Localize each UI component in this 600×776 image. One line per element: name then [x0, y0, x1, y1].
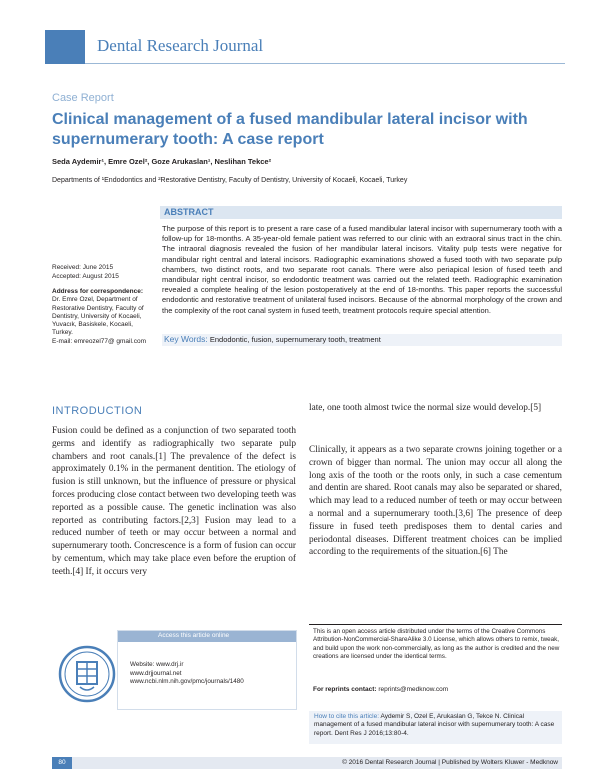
keywords-label: Key Words: [164, 334, 208, 344]
license-notice [309, 628, 562, 672]
access-link-drjjournal[interactable]: www.drjjournal.net [130, 669, 182, 677]
article-title: Clinical management of a fused mandibular lateral incisor with supernumerary tooth: A case report [52, 111, 528, 148]
license-text: This is an open access article distributed under the terms of the Creative Commons Attribution-NonCommercial-ShareAlike 3.0 License, which allows others to remix, tweak, and build upon the work non-commercially, as long as the author is credited and the new creations are licensed under the identical terms. [313, 628, 560, 660]
footer-copyright: © 2016 Dental Research Journal | Published by Wolters Kluwer - Medknow [342, 759, 558, 766]
author-list: Seda Aydemir¹, Emre Ozel², Goze Arukaslan¹, Neslihan Tekce² [52, 157, 272, 166]
citation-label: How to cite this article: [314, 713, 380, 720]
article-dates [52, 264, 119, 281]
affiliation: Departments of ¹Endodontics and ²Restorative Dentistry, Faculty of Dentistry, University of Kocaeli, Kocaeli, Turkey [52, 177, 408, 184]
page-number: 80 [52, 757, 72, 769]
introduction-right-continuation: late, one tooth almost twice the normal size would develop.[5] [309, 403, 542, 413]
header-rule [85, 63, 565, 64]
page-footer [52, 757, 562, 769]
reprints-email[interactable]: reprints@medknow.com [378, 686, 449, 693]
introduction-right-column: Clinically, it appears as a two separate crowns joining together or a crown of bigger than normal. The union may occur all along the long axis of the tooth or the roots only, in such a case cementum and dentin are shared. Root canals may also be separated or shared, which may lead to a reduced number of teeth or may occur between a normal and a supernumerary tooth.[3,6] The presence of deep fissure in fused teeth predisposes them to dental caries and periodontal diseases. Different treatment choices can be implied according to the requirements of the situation.[6] The [309, 445, 562, 558]
received-date: Received: June 2015 [52, 264, 114, 271]
citation-box [309, 711, 562, 744]
access-link-pmc[interactable]: www.ncbi.nlm.nih.gov/pmc/journals/1480 [130, 678, 244, 685]
abstract-heading: ABSTRACT [164, 207, 214, 217]
accepted-date: Accepted: August 2015 [52, 272, 119, 280]
access-website-link[interactable]: Website: www.drj.ir [130, 661, 184, 668]
introduction-heading: INTRODUCTION [52, 405, 143, 417]
introduction-left-column: Fusion could be defined as a conjunction of two separated tooth germs and identify as radiographically two separate pulp chambers and root canals.[1] The prevalence of the defect is approximately 0.1% in the permanent dentition. The etiology of fusion is still unknown, but the influence of pressure or physical forces producing close contact between two developing teeth was reported as a possible cause. The genetic inclination was also reported as contributing factors.[2,3] Fusion may lead to a reduced number of teeth or may occur between a normal and supernumerary tooth. Concrescence is a form of fusion can occur by cementum, which may take place even before the eruption of teeth.[4] If, it occurs very [52, 426, 296, 577]
access-links [130, 661, 244, 687]
reprints-label: For reprints contact: [313, 686, 377, 693]
access-heading-bar [118, 631, 296, 642]
journal-logo-icon [58, 645, 116, 703]
access-online-box [117, 630, 297, 710]
keywords-list: Endodontic, fusion, supernumerary tooth, treatment [209, 335, 381, 344]
correspondence-address: Dr. Emre Ozel, Department of Restorative Dentistry, Faculty of Dentistry, University of Kocaeli, Yuvacık, Basiskele, Kocaeli, Turkey. [52, 296, 144, 337]
journal-color-block [45, 30, 85, 64]
citation-text: Aydemir S, Ozel E, Arukaslan G, Tekce N. Clinical management of a fused mandibular lateral incisor with supernumerary tooth: A case report. Dent Res J 2016;13:80-4. [314, 713, 555, 737]
journal-title: Dental Research Journal [97, 36, 264, 55]
article-type-label: Case Report [52, 92, 114, 104]
correspondence-heading: Address for correspondence: [52, 288, 144, 295]
access-heading: Access this article online [158, 632, 230, 639]
correspondence-box [52, 288, 152, 346]
correspondence-email[interactable]: E-mail: emreozel77@ gmail.com [52, 337, 147, 345]
abstract-heading-bar [160, 206, 562, 219]
abstract-body: The purpose of this report is to present a rare case of a fused mandibular lateral incisor with supernumerary tooth with a follow-up for 18-months. A 35-year-old female patient was referred to our clinic with an extraoral sinus tract in the chin. The intraoral diagnosis revealed the fusion of her mandibular lateral incisors. Vitality pulp tests were negative for mandibular right central and lateral incisors. Radiographic examinations showed a fused tooth with two separate pulp chambers, two distinct roots, and two separate root canals. There were also periapical lesion of fused teeth and mandibular right central incisor, so endodontic treatment was carried out the related teeth. Radiographic examination revealed a complete healing of the lesion postoperatively at the end of 18-months. This paper reports the successful endodontic and restorative treatment of unilateral fused incisors. Because of the abnormal morphology of the crown and the complexity of the root canal system in fused teeth, treatment protocols require special attention. [162, 224, 562, 315]
license-divider [309, 624, 562, 625]
reprints-line [313, 686, 448, 693]
keywords-bar [162, 334, 562, 346]
journal-header [45, 30, 565, 64]
